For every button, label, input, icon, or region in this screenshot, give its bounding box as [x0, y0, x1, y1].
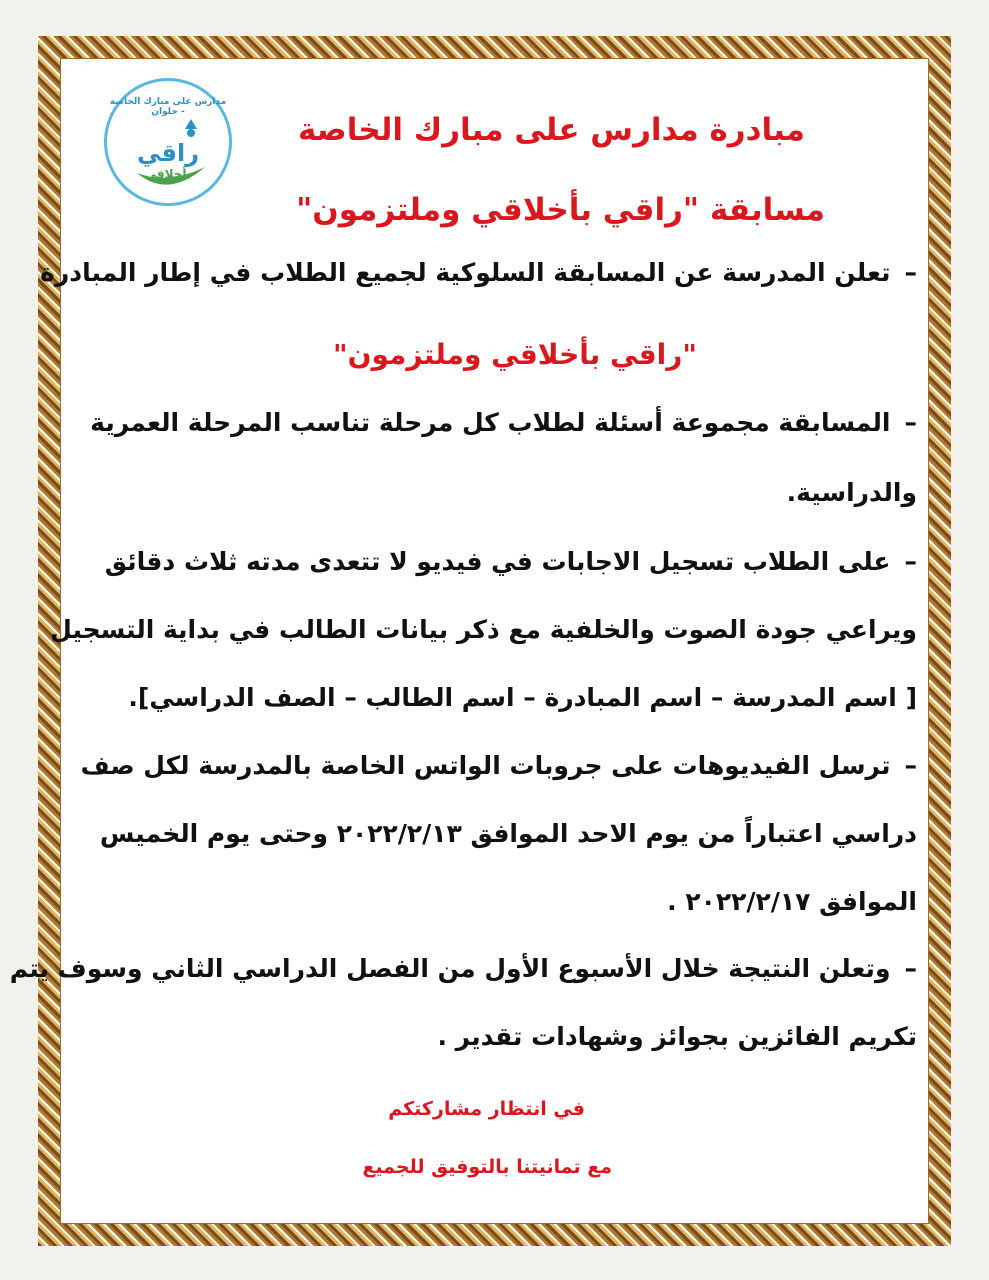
p1-line1-text: تعلن المدرسة عن المسابقة السلوكية لجميع الطلاب في إطار المبادرة [40, 258, 891, 287]
closing-best-wishes: مع تمانيتنا بالتوفيق للجميع [362, 1156, 612, 1178]
logo-ring-text: مدارس على مبارك الخاصة - حلوان [109, 97, 227, 117]
bullet-dash: – [904, 751, 917, 780]
competition-title: مسابقة "راقي بأخلاقي وملتزمون" [296, 192, 825, 228]
paragraph-4-line-3: الموافق ٢٠٢٢/٢/١٧ . [667, 887, 917, 916]
paragraph-4-line-1 [81, 751, 917, 780]
announcement-document [9, 70, 917, 1210]
paragraph-2-line-2: والدراسية. [786, 478, 917, 507]
paragraph-4-line-2: دراسي اعتباراً من يوم الاحد الموافق ٢٠٢٢/٢/١٣ وحتى يوم الخميس [99, 819, 917, 848]
paragraph-3-line-3: [ اسم المدرسة – اسم المبادرة – اسم الطالب – الصف الدراسي]. [128, 683, 917, 712]
initiative-title: مبادرة مدارس على مبارك الخاصة [297, 112, 805, 148]
paragraph-5-line-1 [10, 954, 917, 983]
p5-line1-text: وتعلن النتيجة خلال الأسبوع الأول من الفصل الدراسي الثاني وسوف يتم [9, 954, 891, 983]
bullet-dash: – [904, 408, 917, 437]
school-logo [104, 78, 232, 206]
p3-line1-text: على الطلاب تسجيل الاجابات في فيديو لا تتعدى مدته ثلاث دقائق [104, 547, 891, 576]
bullet-dash: – [904, 258, 917, 287]
paragraph-2-line-1 [90, 408, 917, 437]
bullet-dash: – [904, 954, 917, 983]
closing-awaiting-participation: في انتظار مشاركتكم [388, 1098, 585, 1120]
logo-main-text: راقي [136, 139, 200, 167]
p2-line1-text: المسابقة مجموعة أسئلة لطلاب كل مرحلة تناسب المرحلة العمرية [90, 408, 891, 437]
logo-sub-text: بأخلاقي [144, 167, 192, 181]
bullet-dash: – [904, 547, 917, 576]
paragraph-5-line-2: تكريم الفائزين بجوائز وشهادات تقدير . [437, 1022, 917, 1051]
paragraph-1-line-1 [40, 258, 917, 287]
paragraph-3-line-1 [105, 547, 917, 576]
paragraph-3-line-2: ويراعي جودة الصوت والخلفية مع ذكر بيانات الطالب في بداية التسجيل [50, 615, 917, 644]
competition-name-quote: "راقي بأخلاقي وملتزمون" [333, 338, 697, 371]
p4-line1-text: ترسل الفيديوهات على جروبات الواتس الخاصة بالمدرسة لكل صف [80, 751, 891, 780]
